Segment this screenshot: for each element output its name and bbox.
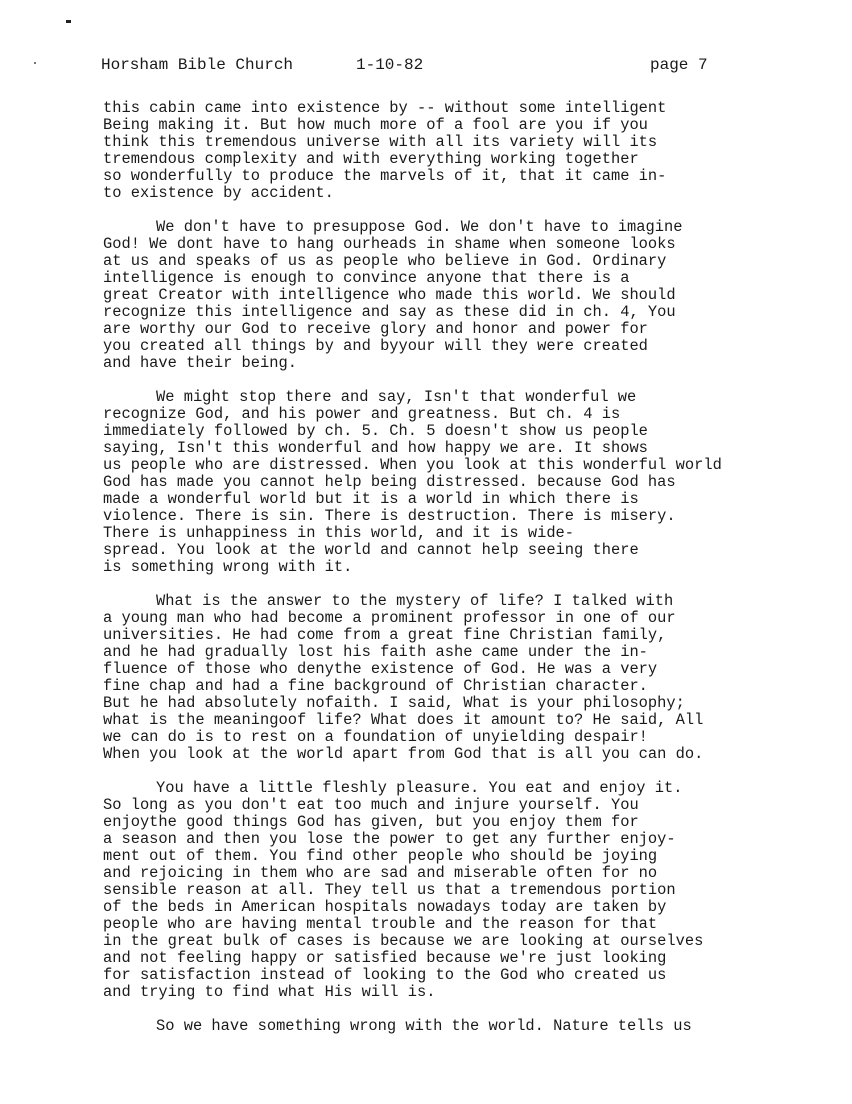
text-line: and not feeling happy or satisfied because we're just looking <box>103 949 667 967</box>
paragraph-gap <box>103 763 848 780</box>
text-line: this cabin came into existence by -- without some intelligent <box>103 99 667 117</box>
text-line: tremendous complexity and with everything working together <box>103 150 639 168</box>
text-line: are worthy our God to receive glory and honor and power for <box>103 320 648 338</box>
text-line: in the great bulk of cases is because we are looking at ourselves <box>103 932 704 950</box>
text-line: saying, Isn't this wonderful and how happy we are. It shows <box>103 439 648 457</box>
text-line: and he had gradually lost his faith ashe came under the in- <box>103 643 648 661</box>
text-line: When you look at the world apart from God that is all you can do. <box>103 745 704 763</box>
text-line: and have their being. <box>103 354 297 372</box>
text-line: and trying to find what His will is. <box>103 983 436 1001</box>
header-church-name: Horsham Bible Church <box>101 56 294 74</box>
text-line: So long as you don't eat too much and injure yourself. You <box>103 796 639 814</box>
paragraph <box>103 219 848 372</box>
text-line: we can do is to rest on a foundation of unyielding despair! <box>103 728 648 746</box>
text-line: God! We dont have to hang ourheads in shame when someone looks <box>103 235 676 253</box>
text-line: think this tremendous universe with all its variety will its <box>103 133 658 151</box>
text-line: violence. There is sin. There is destruction. There is misery. <box>103 507 676 525</box>
text-line: for satisfaction instead of looking to the God who created us <box>103 966 667 984</box>
text-line: enjoythe good things God has given, but you enjoy them for <box>103 813 639 831</box>
paragraph-gap <box>103 372 848 389</box>
text-line: sensible reason at all. They tell us that a tremendous portion <box>103 881 676 899</box>
paragraph <box>103 100 848 202</box>
text-line: What is the answer to the mystery of life? I talked with <box>156 592 674 610</box>
text-line: so wonderfully to produce the marvels of it, that it came in- <box>103 167 667 185</box>
paragraph-gap <box>103 1001 848 1018</box>
text-line: recognize God, and his power and greatness. But ch. 4 is <box>103 405 621 423</box>
text-line: people who are having mental trouble and the reason for that <box>103 915 658 933</box>
text-line: great Creator with intelligence who made this world. We should <box>103 286 676 304</box>
scan-speck <box>34 62 36 64</box>
text-line: made a wonderful world but it is a world in which there is <box>103 490 639 508</box>
text-line: is something wrong with it. <box>103 558 353 576</box>
text-line: There is unhappiness in this world, and it is wide- <box>103 524 575 542</box>
text-line: and rejoicing in them who are sad and miserable often for no <box>103 864 658 882</box>
text-line: spread. You look at the world and cannot help seeing there <box>103 541 639 559</box>
text-line: fluence of those who denythe existence of God. He was a very <box>103 660 658 678</box>
text-line: So we have something wrong with the world. Nature tells us <box>156 1017 692 1035</box>
text-line: universities. He had come from a great fine Christian family, <box>103 626 667 644</box>
paragraph <box>103 780 848 1001</box>
text-line: a young man who had become a prominent professor in one of our <box>103 609 676 627</box>
text-line: immediately followed by ch. 5. Ch. 5 doesn't show us people <box>103 422 648 440</box>
text-line: to existence by accident. <box>103 184 334 202</box>
text-line: Being making it. But how much more of a fool are you if you <box>103 116 648 134</box>
document-body <box>103 100 848 1035</box>
text-line: recognize this intelligence and say as these did in ch. 4, You <box>103 303 676 321</box>
text-line: But he had absolutely nofaith. I said, What is your philosophy; <box>103 694 685 712</box>
paragraph-gap <box>103 576 848 593</box>
text-line: fine chap and had a fine background of Christian character. <box>103 677 648 695</box>
text-line: You have a little fleshly pleasure. You eat and enjoy it. <box>156 779 683 797</box>
text-line: at us and speaks of us as people who believe in God. Ordinary <box>103 252 667 270</box>
paragraph <box>103 1018 848 1035</box>
text-line: us people who are distressed. When you look at this wonderful world <box>103 456 722 474</box>
text-line: what is the meaningoof life? What does it amount to? He said, All <box>103 711 704 729</box>
text-line: of the beds in American hospitals nowadays today are taken by <box>103 898 667 916</box>
paragraph <box>103 593 848 763</box>
text-line: We don't have to presuppose God. We don't have to imagine <box>156 218 683 236</box>
text-line: intelligence is enough to convince anyone that there is a <box>103 269 630 287</box>
text-line: a season and then you lose the power to get any further enjoy- <box>103 830 676 848</box>
text-line: ment out of them. You find other people who should be joying <box>103 847 658 865</box>
header-page-number: page 7 <box>650 56 708 74</box>
paragraph <box>103 389 848 576</box>
text-line: God has made you cannot help being distressed. because God has <box>103 473 676 491</box>
text-line: We might stop there and say, Isn't that wonderful we <box>156 388 637 406</box>
paragraph-gap <box>103 202 848 219</box>
scan-speck <box>66 20 71 23</box>
text-line: you created all things by and byyour will they were created <box>103 337 648 355</box>
header-date: 1-10-82 <box>356 56 424 74</box>
